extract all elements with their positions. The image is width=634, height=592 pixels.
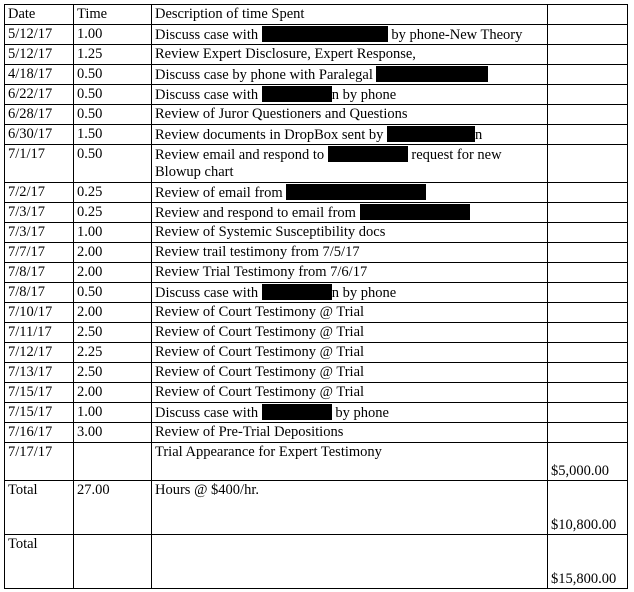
row-amount (548, 45, 628, 65)
redaction-block (262, 86, 332, 102)
table-row (5, 25, 628, 45)
header-date: Date (5, 5, 74, 25)
row-amount (548, 423, 628, 443)
row-amount (548, 65, 628, 85)
table-row (5, 183, 628, 203)
table-row (5, 65, 628, 85)
row-amount (548, 183, 628, 203)
row-time: 0.50 (74, 283, 152, 303)
row-time: 1.00 (74, 223, 152, 243)
row-amount (548, 85, 628, 105)
redaction-block (360, 204, 470, 220)
row-time: 2.00 (74, 263, 152, 283)
row-amount (548, 403, 628, 423)
row-date: 7/16/17 (5, 423, 74, 443)
row-time: 1.50 (74, 125, 152, 145)
row-time: 2.00 (74, 383, 152, 403)
row-time: 2.50 (74, 323, 152, 343)
table-row (5, 85, 628, 105)
row-date: 7/10/17 (5, 303, 74, 323)
row-time: 3.00 (74, 423, 152, 443)
table-row (5, 45, 628, 65)
row-description: Discuss case with n by phone (152, 85, 548, 105)
grand-total-row (5, 535, 628, 589)
row-time (74, 443, 152, 481)
row-date: 7/11/17 (5, 323, 74, 343)
row-date: 7/17/17 (5, 443, 74, 481)
row-time: 2.25 (74, 343, 152, 363)
row-time: 0.25 (74, 183, 152, 203)
table-row (5, 283, 628, 303)
row-amount (548, 25, 628, 45)
row-description: Discuss case with by phone-New Theory (152, 25, 548, 45)
table-row (5, 263, 628, 283)
row-description: Trial Appearance for Expert Testimony (152, 443, 548, 481)
table-row (5, 203, 628, 223)
row-date: 7/2/17 (5, 183, 74, 203)
row-date: 7/12/17 (5, 343, 74, 363)
row-date: 7/15/17 (5, 383, 74, 403)
row-date: 6/30/17 (5, 125, 74, 145)
grand-total-description (152, 535, 548, 589)
table-row (5, 105, 628, 125)
total-time: 27.00 (74, 481, 152, 535)
row-description: Review of Court Testimony @ Trial (152, 363, 548, 383)
redaction-block (262, 26, 388, 42)
redaction-block (387, 126, 475, 142)
row-description: Review Trial Testimony from 7/6/17 (152, 263, 548, 283)
row-time: 2.00 (74, 303, 152, 323)
redaction-block (376, 66, 488, 82)
row-time: 1.00 (74, 25, 152, 45)
row-description: Discuss case by phone with Paralegal (152, 65, 548, 85)
total-description: Hours @ $400/hr. (152, 481, 548, 535)
row-amount (548, 243, 628, 263)
row-description: Review of Court Testimony @ Trial (152, 303, 548, 323)
row-amount (548, 363, 628, 383)
total-label: Total (5, 481, 74, 535)
grand-total-amount: $15,800.00 (548, 535, 628, 589)
row-amount (548, 303, 628, 323)
redaction-block (328, 146, 408, 162)
row-time: 0.25 (74, 203, 152, 223)
table-row (5, 303, 628, 323)
row-time: 0.50 (74, 105, 152, 125)
table-row (5, 323, 628, 343)
row-amount (548, 283, 628, 303)
table-row (5, 145, 628, 183)
row-description: Discuss case with n by phone (152, 283, 548, 303)
row-description: Review of Systemic Susceptibility docs (152, 223, 548, 243)
header-time: Time (74, 5, 152, 25)
row-description: Review email and respond to request for new Blowup chart (152, 145, 548, 183)
row-time: 2.50 (74, 363, 152, 383)
row-amount (548, 105, 628, 125)
time-spent-table (4, 4, 628, 589)
grand-total-time (74, 535, 152, 589)
header-row (5, 5, 628, 25)
row-time: 2.00 (74, 243, 152, 263)
appearance-row (5, 443, 628, 481)
table-row (5, 383, 628, 403)
table-row (5, 125, 628, 145)
row-date: 7/15/17 (5, 403, 74, 423)
redaction-block (262, 284, 332, 300)
redaction-block (286, 184, 426, 200)
row-date: 7/3/17 (5, 223, 74, 243)
row-description: Review of Court Testimony @ Trial (152, 383, 548, 403)
row-amount (548, 125, 628, 145)
table-row (5, 343, 628, 363)
row-date: 4/18/17 (5, 65, 74, 85)
row-amount (548, 145, 628, 183)
row-time: 0.50 (74, 145, 152, 183)
total-amount: $10,800.00 (548, 481, 628, 535)
row-description: Review of Court Testimony @ Trial (152, 343, 548, 363)
row-description: Review of Court Testimony @ Trial (152, 323, 548, 343)
row-description: Review and respond to email from (152, 203, 548, 223)
row-date: 7/8/17 (5, 263, 74, 283)
row-description: Review Expert Disclosure, Expert Response, (152, 45, 548, 65)
table-row (5, 363, 628, 383)
row-description: Review of Juror Questioners and Questions (152, 105, 548, 125)
row-time: 0.50 (74, 85, 152, 105)
row-date: 7/7/17 (5, 243, 74, 263)
row-date: 6/28/17 (5, 105, 74, 125)
row-description: Review of email from (152, 183, 548, 203)
row-date: 7/3/17 (5, 203, 74, 223)
row-date: 7/1/17 (5, 145, 74, 183)
row-description: Review documents in DropBox sent by n (152, 125, 548, 145)
row-date: 5/12/17 (5, 45, 74, 65)
row-time: 1.25 (74, 45, 152, 65)
row-date: 7/13/17 (5, 363, 74, 383)
table-row (5, 423, 628, 443)
row-description: Review of Pre-Trial Depositions (152, 423, 548, 443)
row-amount (548, 343, 628, 363)
row-description: Discuss case with by phone (152, 403, 548, 423)
row-time: 1.00 (74, 403, 152, 423)
row-time: 0.50 (74, 65, 152, 85)
redaction-block (262, 404, 332, 420)
table-row (5, 403, 628, 423)
total-hours-row (5, 481, 628, 535)
row-amount (548, 203, 628, 223)
header-description: Description of time Spent (152, 5, 548, 25)
row-description: Review trail testimony from 7/5/17 (152, 243, 548, 263)
row-date: 7/8/17 (5, 283, 74, 303)
row-amount (548, 383, 628, 403)
row-date: 6/22/17 (5, 85, 74, 105)
row-amount (548, 323, 628, 343)
table-row (5, 243, 628, 263)
grand-total-label: Total (5, 535, 74, 589)
row-amount (548, 263, 628, 283)
header-amount (548, 5, 628, 25)
row-amount (548, 223, 628, 243)
row-amount: $5,000.00 (548, 443, 628, 481)
table-row (5, 223, 628, 243)
row-date: 5/12/17 (5, 25, 74, 45)
